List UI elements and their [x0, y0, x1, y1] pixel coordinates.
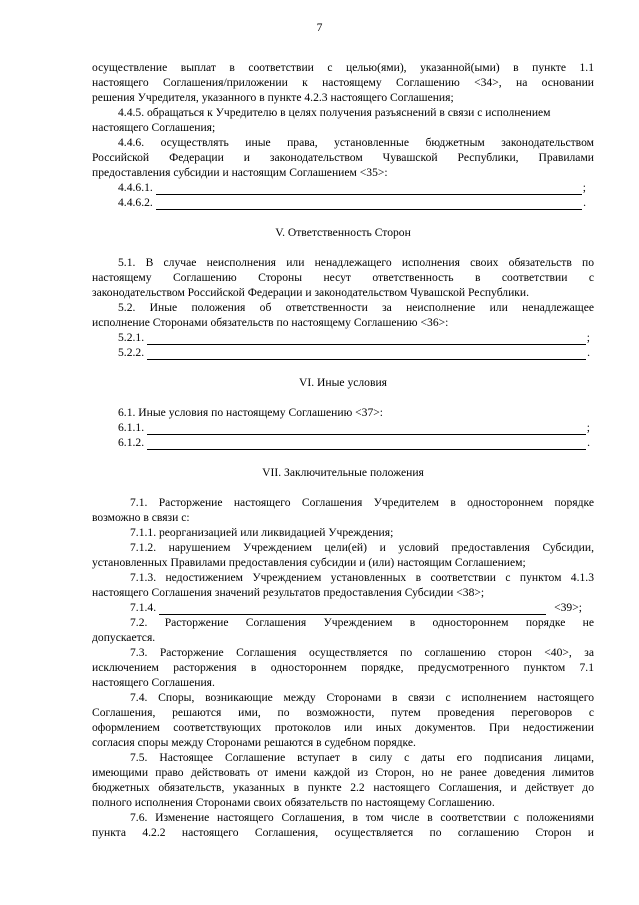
text-line: Соглашения, решаются ими, по возможности, путем проведения переговоров с [92, 706, 594, 719]
text-line: бюджетных обязательств, указанных в пункте 2.2 настоящего Соглашения, и действует до [92, 781, 594, 794]
text-line: 5.1. В случае неисполнения или ненадлежащего исполнения своих обязательств по [118, 256, 594, 269]
text-line: установленных Правилами предоставления субсидии и (или) настоящим Соглашением; [92, 556, 526, 569]
text-line: полного исполнения Сторонами своих обязательств по настоящему Соглашению. [92, 796, 495, 809]
fill-in-line [118, 180, 586, 195]
text-line: настоящему Соглашению Стороны несут ответственность в соответствии с [92, 271, 594, 284]
text-line: исполнение Сторонами обязательств по настоящему Соглашению <36>: [92, 316, 449, 329]
clause-number: 5.2.1. [118, 331, 145, 344]
text-line: 7.1. Расторжение настоящего Соглашения Учредителем в одностороннем порядке [130, 496, 594, 509]
text-line: 7.1.3. недостижением Учреждением установленных в соответствии с пунктом 4.1.3 [130, 571, 594, 584]
text-line: настоящего Соглашения значений результатов предоставления Субсидии <38>; [92, 586, 485, 599]
line-end: . [587, 346, 590, 359]
text-line: имеющими право действовать от имени каждой из Сторон, но не ранее доведения лимитов [92, 766, 594, 779]
text-line: согласия споры между Сторонами решаются в судебном порядке. [92, 736, 416, 749]
fill-in-line [118, 330, 590, 345]
text-line: 7.6. Изменение настоящего Соглашения, в том числе в соответствии с положениями [130, 811, 594, 824]
clause-number: 4.4.6.2. [118, 196, 153, 209]
text-line: возможно в связи с: [92, 511, 190, 524]
section-heading: VI. Иные условия [299, 376, 387, 389]
text-line: законодательством Российской Федерации и законодательством Чувашской Республики. [92, 286, 530, 299]
text-line: допускается. [92, 631, 156, 644]
text-line: настоящего Соглашения; [92, 121, 216, 134]
text-line: 7.5. Настоящее Соглашение вступает в силу с даты его подписания лицами, [130, 751, 594, 764]
text-line: настоящего Соглашения/приложении к настоящему Соглашению <34>, на основании [92, 76, 594, 89]
text-line: 7.2. Расторжение Соглашения Учреждением в одностороннем порядке не [130, 616, 594, 629]
text-line: решения Учредителя, указанного в пункте 4.2.3 настоящего Соглашения; [92, 91, 454, 104]
text-line: предоставления субсидии и настоящим Соглашением <35>: [92, 166, 388, 179]
fill-in-line [130, 600, 582, 615]
line-end: <39>; [554, 601, 582, 614]
page-number: 7 [316, 21, 323, 34]
text-line: 7.3. Расторжение Соглашения осуществляется по соглашению сторон <40>, за [130, 646, 594, 659]
text-line: 5.2. Иные положения об ответственности за неисполнение или ненадлежащее [118, 301, 594, 314]
text-line: 7.1.2. нарушением Учреждением цели(ей) и условий предоставления Субсидии, [130, 541, 594, 554]
text-line: 6.1. Иные условия по настоящему Соглашению <37>: [118, 406, 384, 419]
blank-underline [147, 333, 586, 345]
blank-underline [159, 603, 546, 615]
blank-underline [147, 423, 586, 435]
line-end: ; [586, 421, 590, 434]
clause-number: 7.1.4. [130, 601, 157, 614]
text-line: пункта 4.2.2 настоящего Соглашения, осуществляется по соглашению Сторон и [92, 826, 594, 839]
blank-underline [147, 348, 586, 360]
blank-underline [156, 198, 582, 210]
blank-underline [156, 183, 582, 195]
section-heading: VII. Заключительные положения [262, 466, 424, 479]
fill-in-line [118, 435, 590, 450]
text-line: осуществление выплат в соответствии с целью(ями), указанной(ыми) в пункте 1.1 [92, 61, 594, 74]
text-line: 7.4. Споры, возникающие между Сторонами в связи с исполнением настоящего [130, 691, 594, 704]
text-line: настоящего Соглашения. [92, 676, 215, 689]
fill-in-line [118, 195, 586, 210]
line-end: ; [582, 181, 586, 194]
text-line: исключением расторжения в одностороннем порядке, предусмотренного пунктом 7.1 [92, 661, 594, 674]
line-end: . [583, 196, 586, 209]
clause-number: 5.2.2. [118, 346, 145, 359]
blank-underline [147, 438, 586, 450]
text-line: 7.1.1. реорганизацией или ликвидацией Учреждения; [130, 526, 394, 539]
line-end: ; [586, 331, 590, 344]
text-line: 4.4.6. осуществлять иные права, установленные бюджетным законодательством [118, 136, 594, 149]
clause-number: 6.1.1. [118, 421, 145, 434]
fill-in-line [118, 420, 590, 435]
section-heading: V. Ответственность Сторон [275, 226, 411, 239]
text-line: Российской Федерации и законодательством Чувашской Республики, Правилами [92, 151, 594, 164]
fill-in-line [118, 345, 590, 360]
clause-number: 6.1.2. [118, 436, 145, 449]
clause-number: 4.4.6.1. [118, 181, 153, 194]
line-end: . [587, 436, 590, 449]
text-line: 4.4.5. обращаться к Учредителю в целях получения разъяснений в связи с исполнением [118, 106, 551, 119]
text-line: оформлением соответствующих протоколов или иных документов. При недостижении [92, 721, 594, 734]
